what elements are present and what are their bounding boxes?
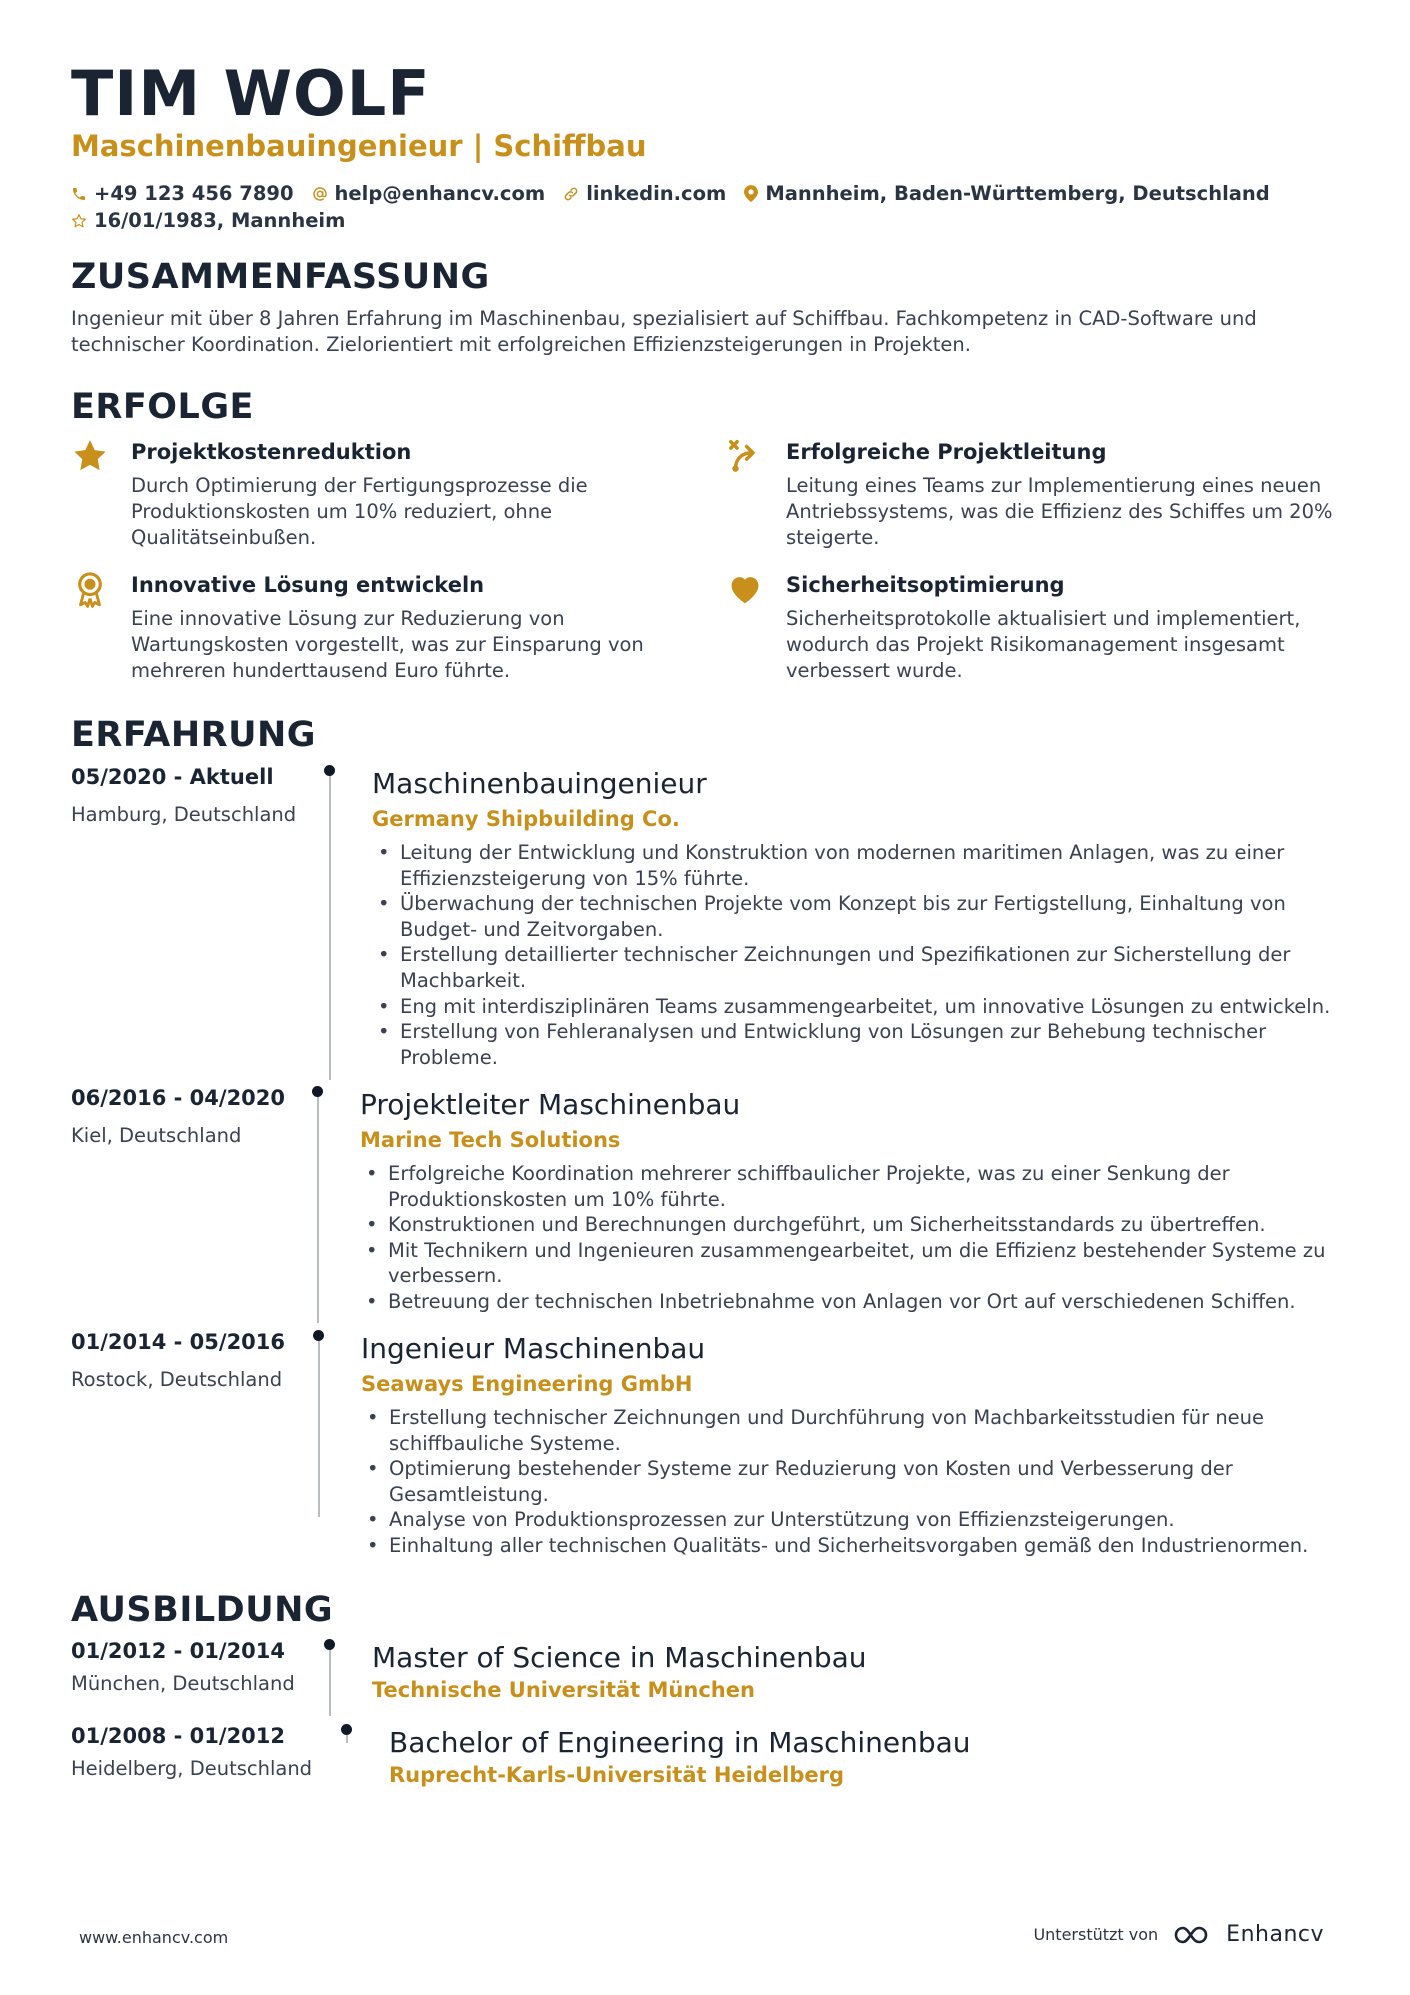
summary-text: Ingenieur mit über 8 Jahren Erfahrung im Maschinenbau, spezialisiert auf Schiffbau. Fachkompetenz in CAD-Software und technischer Koordination. Zielorientiert mit erfolgreichen Effizienzsteigerungen in Projekten. xyxy=(71,307,1257,356)
experience-role: Maschinenbauingenieur xyxy=(372,767,707,800)
contact-birth-text: 16/01/1983, Mannheim xyxy=(94,209,346,232)
heart-icon xyxy=(726,570,766,610)
link-icon xyxy=(563,186,579,202)
star-outline-icon xyxy=(71,213,87,229)
experience-bullet: • Eng mit interdisziplinären Teams zusammengearbeitet, um innovative Lösungen zu entwickeln. xyxy=(372,994,1332,1020)
education-degree: Master of Science in Maschinenbau xyxy=(372,1641,867,1674)
timeline-line xyxy=(318,1335,320,1517)
enhancv-logo-icon xyxy=(1172,1923,1218,1947)
experience-role: Projektleiter Maschinenbau xyxy=(360,1088,741,1121)
achievement-title: Innovative Lösung entwickeln xyxy=(131,573,485,597)
contact-linkedin-text: linkedin.com xyxy=(586,182,727,205)
achievement-description: Eine innovative Lösung zur Reduzierung von Wartungskosten vorgestellt, was zur Einsparung von mehreren hunderttausend Euro führte. xyxy=(131,607,644,682)
experience-bullets xyxy=(361,1405,1333,1559)
experience-entry xyxy=(71,1327,1339,1557)
experience-bullet: • Optimierung bestehender Systeme zur Reduzierung von Kosten und Verbesserung der Gesamtleistung. xyxy=(361,1456,1333,1507)
at-icon xyxy=(312,186,328,202)
experience-bullet: • Leitung der Entwicklung und Konstruktion von modernen maritimen Anlagen, was zu einer Effizienzsteigerung von 15% führte. xyxy=(372,840,1332,891)
education-entry xyxy=(71,1636,1339,1716)
education-entry xyxy=(71,1721,1339,1801)
contact-location xyxy=(744,180,1269,207)
education-school: Ruprecht-Karls-Universität Heidelberg xyxy=(389,1763,845,1787)
education-location: Heidelberg, Deutschland xyxy=(71,1757,313,1780)
experience-bullet: • Überwachung der technischen Projekte vom Konzept bis zur Fertigstellung, Einhaltung von Budget- und Zeitvorgaben. xyxy=(372,891,1332,942)
footer-branding xyxy=(1033,1922,1324,1947)
timeline-dot xyxy=(324,765,335,776)
education-location: München, Deutschland xyxy=(71,1672,295,1695)
education-school: Technische Universität München xyxy=(372,1678,755,1702)
timeline-line xyxy=(329,770,331,1080)
timeline-dot xyxy=(324,1639,335,1650)
timeline-line xyxy=(329,1644,331,1716)
achievement-description: Sicherheitsprotokolle aktualisiert und implementiert, wodurch das Projekt Risikomanagement insgesamt verbessert wurde. xyxy=(786,607,1301,682)
experience-bullet: • Erstellung detaillierter technischer Zeichnungen und Spezifikationen zur Sicherstellung der Machbarkeit. xyxy=(372,942,1332,993)
experience-bullet: • Erstellung technischer Zeichnungen und Durchführung von Machbarkeitsstudien für neue schiffbauliche Systeme. xyxy=(361,1405,1333,1456)
achievement-title: Projektkostenreduktion xyxy=(131,440,412,464)
experience-location: Hamburg, Deutschland xyxy=(71,803,297,826)
achievements-heading: ERFOLGE xyxy=(71,387,254,427)
education-degree: Bachelor of Engineering in Maschinenbau xyxy=(389,1726,971,1759)
experience-bullet: • Erstellung von Fehleranalysen und Entwicklung von Lösungen zur Behebung technischer Probleme. xyxy=(372,1019,1332,1070)
experience-bullet: • Einhaltung aller technischen Qualitäts- und Sicherheitsvorgaben gemäß den Industrienormen. xyxy=(361,1533,1333,1559)
footer-brand: Enhancv xyxy=(1226,1922,1324,1947)
experience-role: Ingenieur Maschinenbau xyxy=(361,1332,706,1365)
experience-bullet: • Konstruktionen und Berechnungen durchgeführt, um Sicherheitsstandards zu übertreffen. xyxy=(360,1212,1332,1238)
award-icon xyxy=(71,570,111,610)
location-pin-icon xyxy=(744,185,758,202)
summary-heading: ZUSAMMENFASSUNG xyxy=(71,257,490,297)
timeline-dot xyxy=(312,1086,323,1097)
achievement-description: Durch Optimierung der Fertigungsprozesse die Produktionskosten um 10% reduziert, ohne Qualitätseinbußen. xyxy=(131,474,588,549)
candidate-name: TIM WOLF xyxy=(71,57,431,130)
contact-birth xyxy=(71,207,345,234)
phone-icon xyxy=(71,186,87,202)
contact-info xyxy=(71,180,1331,234)
contact-phone-text: +49 123 456 7890 xyxy=(94,182,294,205)
experience-company: Germany Shipbuilding Co. xyxy=(372,807,680,831)
timeline-dot xyxy=(313,1330,324,1341)
experience-bullet: • Betreuung der technischen Inbetriebnahme von Anlagen vor Ort auf verschiedenen Schiffen. xyxy=(360,1289,1332,1315)
experience-bullets xyxy=(372,840,1332,1070)
contact-phone[interactable] xyxy=(71,180,294,207)
footer-website[interactable]: www.enhancv.com xyxy=(79,1928,229,1947)
contact-email-text: help@enhancv.com xyxy=(334,182,546,205)
star-icon xyxy=(71,437,111,477)
experience-location: Rostock, Deutschland xyxy=(71,1368,283,1391)
experience-date: 01/2014 - 05/2016 xyxy=(71,1330,286,1354)
contact-linkedin[interactable] xyxy=(563,180,726,207)
experience-date: 05/2020 - Aktuell xyxy=(71,765,274,789)
contact-email[interactable] xyxy=(312,180,546,207)
experience-heading: ERFAHRUNG xyxy=(71,715,317,755)
education-date: 01/2012 - 01/2014 xyxy=(71,1639,286,1663)
candidate-subtitle: Maschinenbauingenieur | Schiffbau xyxy=(71,129,647,163)
experience-bullet: • Erfolgreiche Koordination mehrerer schiffbaulicher Projekte, was zu einer Senkung der Produktionskosten um 10% führte. xyxy=(360,1161,1332,1212)
experience-bullet: • Analyse von Produktionsprozessen zur Unterstützung von Effizienzsteigerungen. xyxy=(361,1507,1333,1533)
experience-company: Marine Tech Solutions xyxy=(360,1128,621,1152)
experience-entry xyxy=(71,762,1339,1082)
contact-location-text: Mannheim, Baden-Württemberg, Deutschland xyxy=(765,182,1270,205)
education-date: 01/2008 - 01/2012 xyxy=(71,1724,286,1748)
footer-powered-by: Unterstützt von xyxy=(1033,1925,1159,1944)
achievement-description: Leitung eines Teams zur Implementierung eines neuen Antriebssystems, was die Effizienz des Schiffes um 20% steigerte. xyxy=(786,474,1333,549)
experience-entry xyxy=(71,1083,1339,1323)
achievement-title: Sicherheitsoptimierung xyxy=(786,573,1065,597)
strategy-icon xyxy=(726,437,766,477)
education-heading: AUSBILDUNG xyxy=(71,1590,334,1630)
achievement-title: Erfolgreiche Projektleitung xyxy=(786,440,1107,464)
experience-company: Seaways Engineering GmbH xyxy=(361,1372,693,1396)
experience-location: Kiel, Deutschland xyxy=(71,1124,242,1147)
timeline-dot xyxy=(341,1724,352,1735)
timeline-line xyxy=(317,1091,319,1323)
experience-date: 06/2016 - 04/2020 xyxy=(71,1086,286,1110)
experience-bullets xyxy=(360,1161,1332,1315)
experience-bullet: • Mit Technikern und Ingenieuren zusammengearbeitet, um die Effizienz bestehender Systeme zu verbessern. xyxy=(360,1238,1332,1289)
